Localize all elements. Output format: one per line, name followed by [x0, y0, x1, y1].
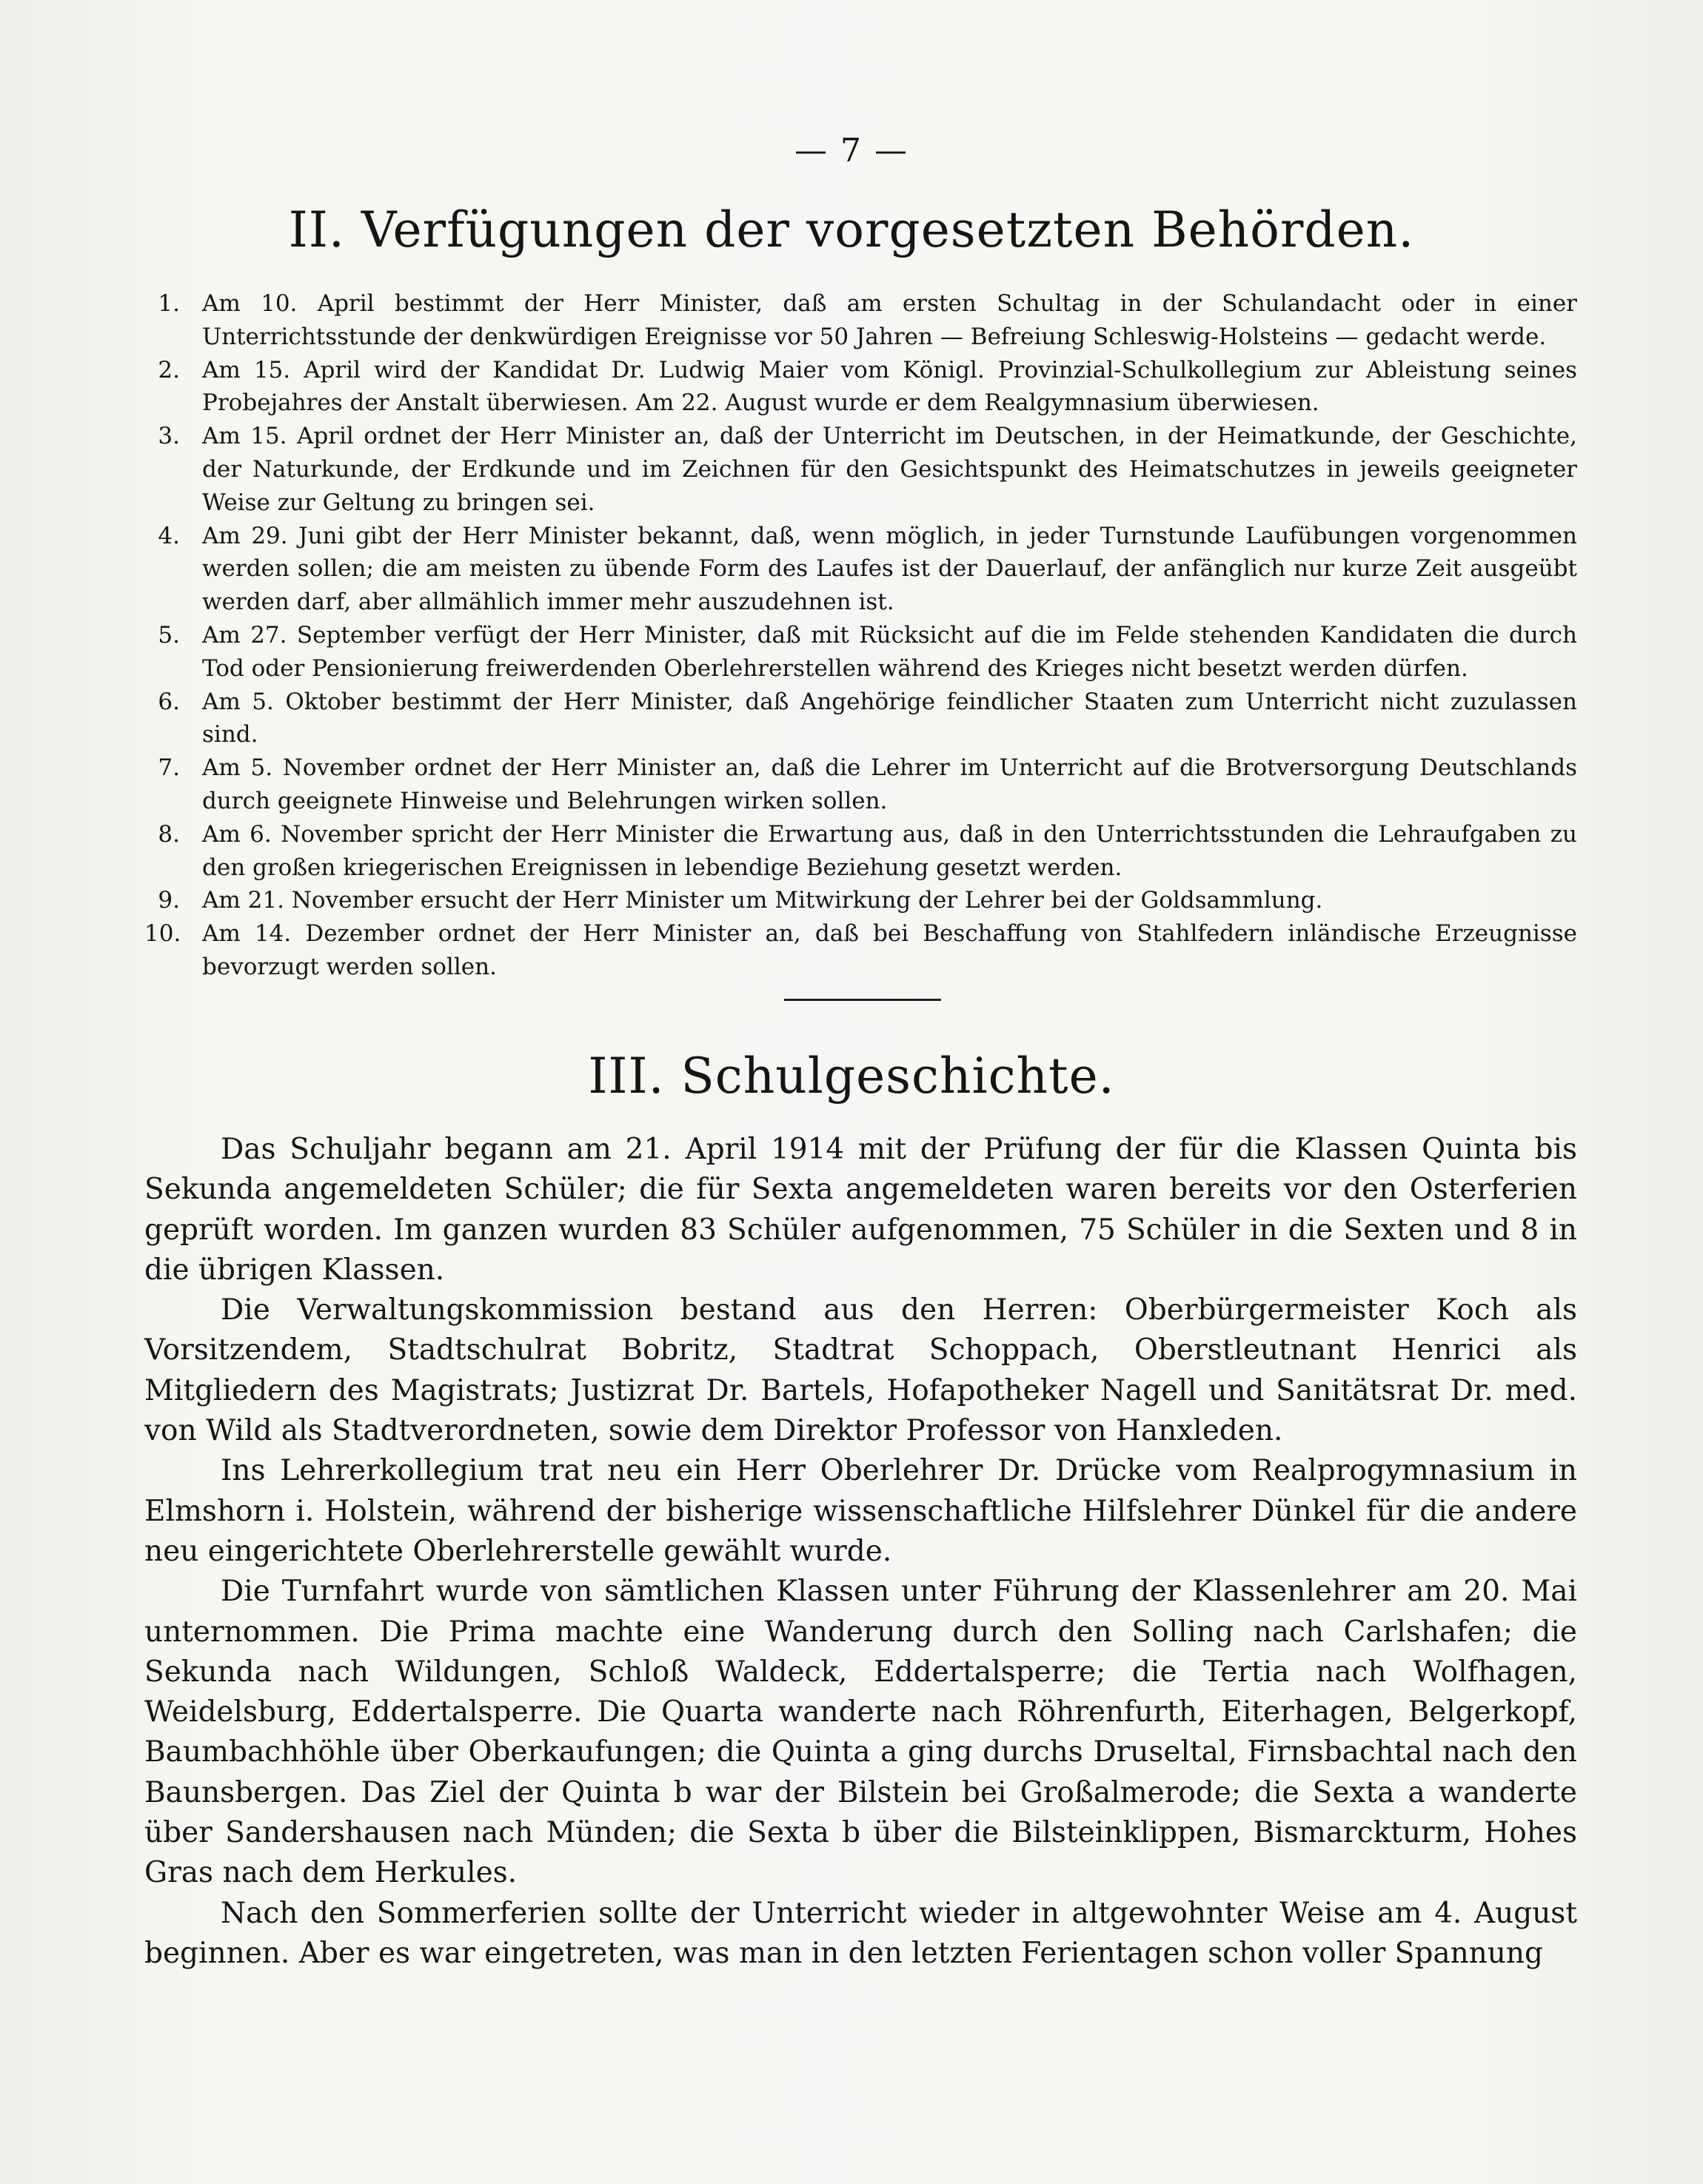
list-item: [144, 884, 1577, 917]
list-item-text: Am 10. April bestimmt der Herr Minister, daß am ersten Schultag in der Schulandacht oder in einer Unterrichtsstunde der denkwürdigen Ereignisse vor 50 Jahren — Befreiung Schleswig-Holsteins — gedacht werde.: [202, 290, 1577, 350]
list-item-text: Am 5. November ordnet der Herr Minister an, daß die Lehrer im Unterricht auf die Brotversorgung Deutschlands durch geeignete Hinweise und Belehrungen wirken sollen.: [202, 754, 1577, 814]
list-item-number: 1.: [158, 290, 180, 317]
list-item-number: 9.: [158, 887, 180, 914]
list-item-number: 3.: [158, 423, 180, 450]
list-item: [144, 619, 1577, 686]
list-item-number: 8.: [158, 820, 180, 848]
section-title-schulgeschichte: III. Schulgeschichte.: [588, 1048, 1115, 1105]
paragraph: Die Turnfahrt wurde von sämtlichen Klassen unter Führung der Klassenlehrer am 20. Mai unternommen. Die Prima machte eine Wanderung durch den Solling nach Carlshafen; die Sekunda nach Wildungen, Schloß Waldeck, Eddertalsperre; die Tertia nach Wolfhagen, Weidelsburg, Eddertalsperre. Die Quarta wanderte nach Röhrenfurth, Eiterhagen, Belgerkopf, Baumbachhöhle über Oberkaufungen; die Quinta a ging durchs Druseltal, Firnsbachtal nach den Baunsbergen. Das Ziel der Quinta b war der Bilstein bei Großalmerode; die Sexta a wanderte über Sandershausen nach Münden; die Sexta b über die Bilsteinklippen, Bismarckturm, Hohes Gras nach dem Herkules.: [144, 1575, 1577, 1890]
list-item-number: 4.: [158, 522, 180, 549]
list-item-number: 7.: [158, 754, 180, 782]
paragraph: Die Verwaltungskommission bestand aus den Herren: Oberbürgermeister Koch als Vorsitzendem, Stadtschulrat Bobritz, Stadtrat Schoppach, Oberstleutnant Henrici als Mitgliedern des Magistrats; Justizrat Dr. Bartels, Hofapotheker Nagell und Sanitätsrat Dr. med. von Wild als Stadtverordneten, sowie dem Direktor Professor von Hanxleden.: [144, 1293, 1577, 1448]
list-item-number: 10.: [144, 920, 181, 948]
list-item: [144, 354, 1577, 421]
school-history-text: [144, 1130, 1577, 1974]
list-item: [144, 520, 1577, 619]
list-item-text: Am 15. April wird der Kandidat Dr. Ludwig Maier vom Königl. Provinzial-Schulkollegium zur Ableistung seines Probejahres der Anstalt überwiesen. Am 22. August wurde er dem Realgymnasium überwiesen.: [202, 356, 1577, 417]
section-title-verfuegungen: II. Verfügungen der vorgesetzten Behörden.: [288, 201, 1415, 258]
list-item-text: Am 27. September verfügt der Herr Minister, daß mit Rücksicht auf die im Felde stehenden Kandidaten die durch Tod oder Pensionierung freiwerdenden Oberlehrerstellen während des Krieges nicht besetzt werden dürfen.: [202, 621, 1577, 682]
list-item: [144, 420, 1577, 519]
list-item-text: Am 5. Oktober bestimmt der Herr Minister, daß Angehörige feindlicher Staaten zum Unterricht nicht zuzulassen sind.: [202, 688, 1577, 748]
paragraph: Das Schuljahr begann am 21. April 1914 mit der Prüfung der für die Klassen Quinta bis Sekunda angemeldeten Schüler; die für Sexta angemeldeten waren bereits vor den Osterferien geprüft worden. Im ganzen wurden 83 Schüler aufgenommen, 75 Schüler in die Sexten und 8 in die übrigen Klassen.: [144, 1133, 1577, 1287]
ordinance-list: [144, 287, 1577, 984]
list-item-text: Am 6. November spricht der Herr Minister die Erwartung aus, daß in den Unterrichtsstunden die Lehraufgaben zu den großen kriegerischen Ereignissen in lebendige Beziehung gesetzt werden.: [202, 820, 1577, 881]
list-item-text: Am 21. November ersucht der Herr Minister um Mitwirkung der Lehrer bei der Goldsammlung.: [202, 887, 1323, 914]
paragraph: Nach den Sommerferien sollte der Unterricht wieder in altgewohnter Weise am 4. August beginnen. Aber es war eingetreten, was man in den letzten Ferientagen schon voller Spannung: [144, 1896, 1577, 1970]
list-item-number: 6.: [158, 688, 180, 715]
list-item: [144, 818, 1577, 885]
list-item-text: Am 15. April ordnet der Herr Minister an, daß der Unterricht im Deutschen, in der Heimatkunde, der Geschichte, der Naturkunde, der Erdkunde und im Zeichnen für den Gesichtspunkt des Heimatschutzes in jeweils geeigneter Weise zur Geltung zu bringen sei.: [202, 423, 1577, 516]
list-item: [144, 287, 1577, 354]
list-item-number: 2.: [158, 356, 180, 383]
list-item-text: Am 29. Juni gibt der Herr Minister bekannt, daß, wenn möglich, in jeder Turnstunde Laufübungen vorgenommen werden sollen; die am meisten zu übende Form des Laufes ist der Dauerlauf, der anfänglich nur kurze Zeit ausgeübt werden darf, aber allmählich immer mehr auszudehnen ist.: [202, 522, 1577, 616]
page-number: — 7 —: [794, 132, 909, 170]
list-item-text: Am 14. Dezember ordnet der Herr Minister an, daß bei Beschaffung von Stahlfedern inländische Erzeugnisse bevorzugt werden sollen.: [202, 920, 1577, 980]
list-item: [144, 686, 1577, 752]
paragraph: Ins Lehrerkollegium trat neu ein Herr Oberlehrer Dr. Drücke vom Realprogymnasium in Elmshorn i. Holstein, während der bisherige wissenschaftliche Hilfslehrer Dünkel für die andere neu eingerichtete Oberlehrerstelle gewählt wurde.: [144, 1454, 1577, 1568]
list-item: [144, 751, 1577, 818]
list-item-number: 5.: [158, 621, 180, 649]
section-divider: [784, 999, 941, 1001]
list-item: [144, 917, 1577, 984]
